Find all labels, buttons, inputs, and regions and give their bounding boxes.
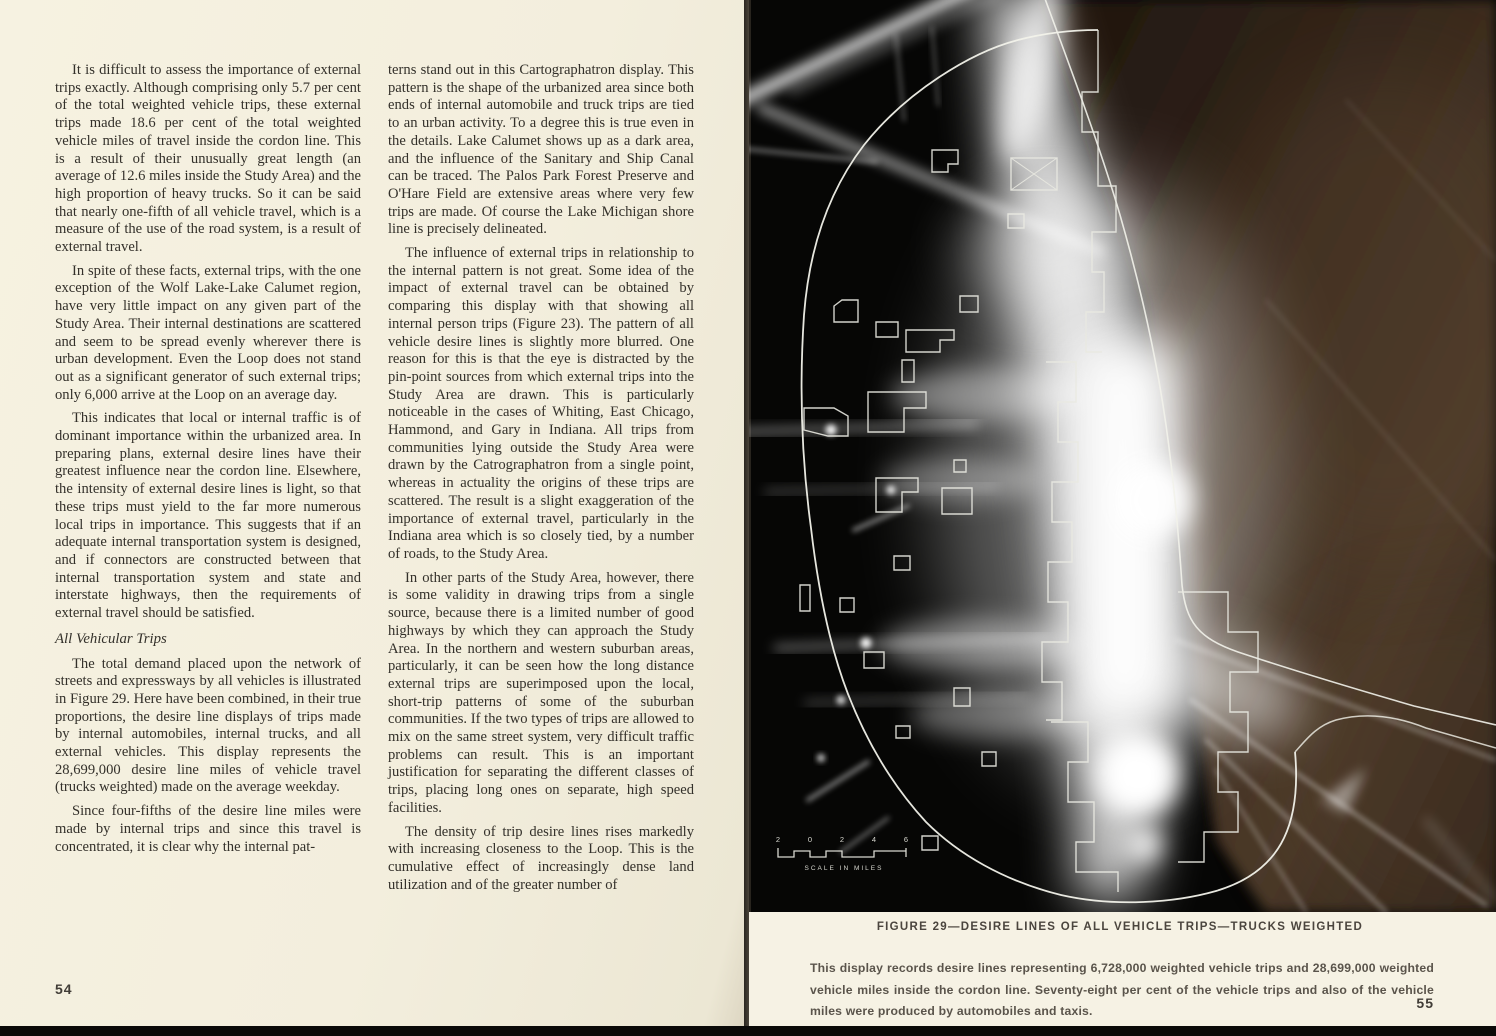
text-column-2 [388,62,694,900]
paragraph: In other parts of the Study Area, however, there is some validity in drawing trips from a single source, because there is a limited number of good highways by which they can approach the Study Area. In the northern and western suburban areas, particularly, it can be seen how the long distance external trips are superimposed upon the local, short-trip patterns of some of the suburban communities. If the two types of trips are allowed to mix on the same street system, very difficult traffic problems can result. This is an important justification for separating the different classes of trips, placing long ones on separate, high speed facilities. [388,569,694,816]
page-right [744,0,1496,1026]
desire-lines-figure [746,0,1496,912]
scale-tick: 2 [839,835,845,844]
text-column-1 [55,62,361,862]
paragraph: This indicates that local or internal traffic is of dominant importance within the urbanized area. In preparing plans, external desire lines have their greatest influence near the cordon line. Elsewhere, the intensity of external desire lines is light, so that these trips must yield to the far more numerous local trips in importance. This suggests that if an adequate internal transportation system is designed, and if connectors are constructed between that internal transportation system and state and interstate highways, then the requirements of external travel should be satisfied. [55,410,361,622]
page-left [0,0,744,1026]
scale-tick: 4 [871,835,877,844]
paragraph: terns stand out in this Cartographatron display. This pattern is the shape of the urbanized area since both ends of internal automobile and truck trips are tied to an urban activity. To a degree this is true even in the details. Lake Calumet shows up as a dark area, and the influence of the Sanitary and Ship Canal can be traced. The Palos Park Forest Preserve and O'Hare Field are extensive areas where very few trips are made. Of course the Lake Michigan shore line is precisely delineated. [388,62,694,238]
scale-tick: 2 [775,835,781,844]
south-bright-spot [1096,733,1180,817]
scale-tick: 0 [807,835,813,844]
paragraph: The density of trip desire lines rises markedly with increasing closeness to the Loop. This is the cumulative effect of increasingly dense land utilization and of the greater number of [388,823,694,893]
section-heading: All Vehicular Trips [55,630,167,647]
page-gutter-shadow [744,0,749,1026]
scale-tick: 6 [903,835,909,844]
paragraph: Since four-fifths of the desire line miles were made by internal trips and since this travel is concentrated, it is clear why the internal pat- [55,803,361,855]
scan-edge-strip [0,1026,1496,1036]
figure-title: FIGURE 29—DESIRE LINES OF ALL VEHICLE TRIPS—TRUCKS WEIGHTED [876,921,1364,933]
paragraph: The influence of external trips in relationship to the internal pattern is not great. Some idea of the impact of external travel can be obtained by comparing this display with that showing all internal person trips (Figure 23). The pattern of all vehicle desire lines is slightly more blurred. One reason for this is that the eye is distracted by the pin-point sources from which external trips into the Study Area are drawn. This is particularly noticeable in the cases of Whiting, East Chicago, Hammond, and Gary in Indiana. All trips from communities lying outside the Study Area were drawn by the Catrographatron from a single point, whereas in actuality the origins of these trips are scattered. The result is a slight exaggeration of the importance of external travel, particularly in the Indiana area which is so closely tied, by a number of roads, to the Study Area. [388,245,694,562]
figure-29-cartographatron-display [746,0,1496,912]
scale-label: SCALE IN MILES [804,865,884,872]
figure-caption: This display records desire lines representing 6,728,000 weighted vehicle trips and 28,699,000 weighted vehicle miles inside the cordon line. Seventy-eight per cent of the vehicle trips and also of the vehicle miles were produced by automobiles and taxis. [810,961,1434,1019]
page-number-left: 54 [55,981,73,997]
loop-bright-spot [1116,462,1192,538]
paragraph: In spite of these facts, external trips, with the one exception of the Wolf Lake-Lake Calumet region, have very little impact on any given part of the Study Area. Their internal destinations are scattered and seem to be spread evenly wherever there is urban development. Even the Loop does not stand out as a significant generator of such external trips; only 6,000 arrive at the Loop on an average day. [55,262,361,403]
paragraph: The total demand placed upon the network of streets and expressways by all vehicles is illustrated in Figure 29. Here have been combined, in their true proportions, the desire line displays of trips made by internal automobiles, internal trucks, and all external vehicles. This display represents the 28,699,000 desire line miles of vehicle travel (trucks weighted) made on the average weekday. [55,655,361,796]
paragraph: It is difficult to assess the importance of external trips exactly. Although comprising only 5.7 per cent of the total weighted vehicle trips, these external trips made 18.6 per cent of the total weighted vehicle miles of travel inside the cordon line. This is a result of their unusually great length (an average of 12.6 miles inside the Study Area) and the high proportion of heavy trucks. So it can be said that nearly one-fifth of all vehicle travel, which is a measure of the use of the road system, is a result of external travel. [55,62,361,256]
page-number-right: 55 [1416,995,1434,1011]
